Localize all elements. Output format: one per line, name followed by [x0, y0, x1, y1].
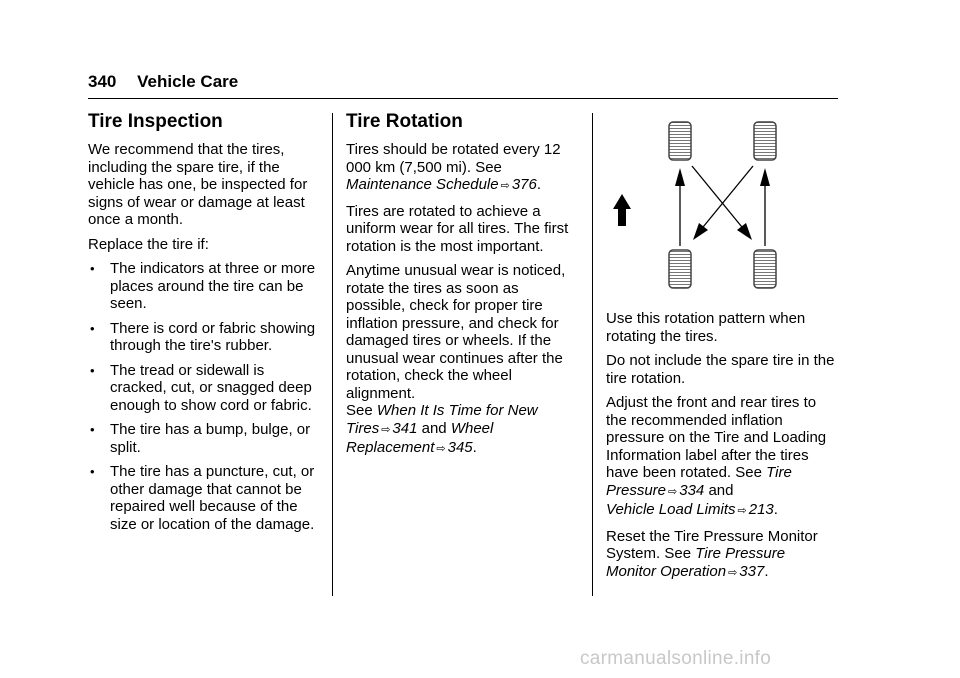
unusual-wear-text: Anytime unusual wear is noticed, rotate the tires as soon as possible, check for proper tire inflation pressure, and check for damaged tires or wheels. If the unusual wear continues after the rotation, check the wheel alignment.: [346, 262, 566, 402]
tire-rotation-diagram: [606, 118, 838, 296]
inspection-intro: We recommend that the tires, including the spare tire, if the vehicle has one, be inspected for signs of wear or damage at least once a month.: [88, 141, 308, 228]
list-item: • The tire has a bump, bulge, or split.: [88, 421, 316, 456]
link-wheel-replacement[interactable]: Wheel Replacement: [346, 419, 494, 456]
column-rotation-pattern: [606, 310, 838, 589]
rotation-purpose-paragraph: Tires are rotated to achieve a uniform wear for all tires. The first rotation is the most important.: [346, 202, 569, 255]
replace-conditions-list: [88, 260, 316, 533]
tire-front-right-icon: [754, 122, 776, 160]
list-item: • The tire has a puncture, cut, or other damage that cannot be repaired well because of the size or location of the damage.: [88, 463, 316, 533]
tire-inspection-heading: Tire Inspection: [88, 111, 223, 132]
page-ref-213[interactable]: 213: [748, 501, 774, 518]
page-ref-345[interactable]: 345: [447, 439, 473, 456]
rotation-arrow-rear-left-to-front-left: [675, 168, 685, 246]
tire-rotation-heading: Tire Rotation: [346, 111, 463, 132]
link-maintenance-schedule[interactable]: Maintenance Schedule: [346, 176, 499, 193]
forward-direction-arrow-icon: [613, 194, 631, 226]
inflation-paragraph: [606, 394, 838, 521]
replace-intro: Replace the tire if:: [88, 235, 209, 253]
page-ref-341[interactable]: 341: [392, 419, 418, 437]
page-header: [88, 72, 238, 92]
tire-rear-right-icon: [754, 250, 776, 288]
tpms-reset-text: Reset the Tire Pressure Monitor System. See: [606, 527, 818, 562]
inflation-text: Adjust the front and rear tires to the recommended inflation pressure on the Tire and Loading Information label after the tires have been rotated. See: [606, 394, 827, 481]
rotation-interval-text: Tires should be rotated every 12 000 km (7,500 mi). See: [346, 141, 561, 176]
period: .: [773, 501, 778, 518]
and-label: and: [421, 419, 447, 437]
period: .: [472, 439, 477, 456]
section-title: Vehicle Care: [137, 72, 239, 91]
page-ref-376[interactable]: 376: [511, 176, 537, 193]
list-item: • The indicators at three or more places around the tire can be seen.: [88, 260, 316, 313]
tire-rear-left-icon: [669, 250, 691, 288]
column-divider-1: [332, 113, 333, 596]
spare-tire-paragraph: Do not include the spare tire in the tire rotation.: [606, 352, 835, 387]
list-item: • The tread or sidewall is cracked, cut, or snagged deep enough to show cord or fabric.: [88, 362, 316, 415]
link-vehicle-load-limits[interactable]: Vehicle Load Limits: [606, 501, 736, 518]
see-label: See: [346, 402, 373, 419]
unusual-wear-paragraph: [346, 262, 580, 459]
page-ref-arrow-icon: ⇨: [500, 180, 510, 192]
rotation-arrow-rear-right-to-front-right: [760, 168, 770, 246]
page-ref-arrow-icon: ⇨: [668, 485, 678, 498]
page-ref-arrow-icon: ⇨: [381, 423, 391, 436]
tpms-reset-paragraph: [606, 528, 838, 583]
rotation-interval-paragraph: [346, 141, 580, 196]
link-tire-pressure[interactable]: Tire Pressure: [606, 464, 792, 499]
list-item: • There is cord or fabric showing through the tire's rubber.: [88, 320, 316, 355]
column-divider-2: [592, 113, 593, 596]
header-rule: [88, 98, 838, 99]
column-tire-inspection: [88, 111, 316, 540]
page-ref-334[interactable]: 334: [679, 481, 705, 499]
and-label: and: [708, 481, 734, 499]
page-number: 340: [88, 72, 117, 91]
page-ref-arrow-icon: ⇨: [436, 443, 446, 455]
tire-front-left-icon: [669, 122, 691, 160]
watermark: carmanualsonline.info: [580, 648, 772, 669]
link-tpms-operation[interactable]: Tire Pressure Monitor Operation: [606, 545, 786, 580]
period: .: [536, 176, 542, 193]
page-ref-arrow-icon: ⇨: [737, 505, 747, 517]
rotation-pattern-paragraph: Use this rotation pattern when rotating the tires.: [606, 310, 806, 345]
column-tire-rotation: [346, 111, 580, 466]
period: .: [764, 562, 769, 580]
link-new-tires[interactable]: When It Is Time for New Tires: [346, 402, 538, 437]
page-ref-337[interactable]: 337: [739, 562, 765, 580]
page-ref-arrow-icon: ⇨: [728, 566, 738, 579]
